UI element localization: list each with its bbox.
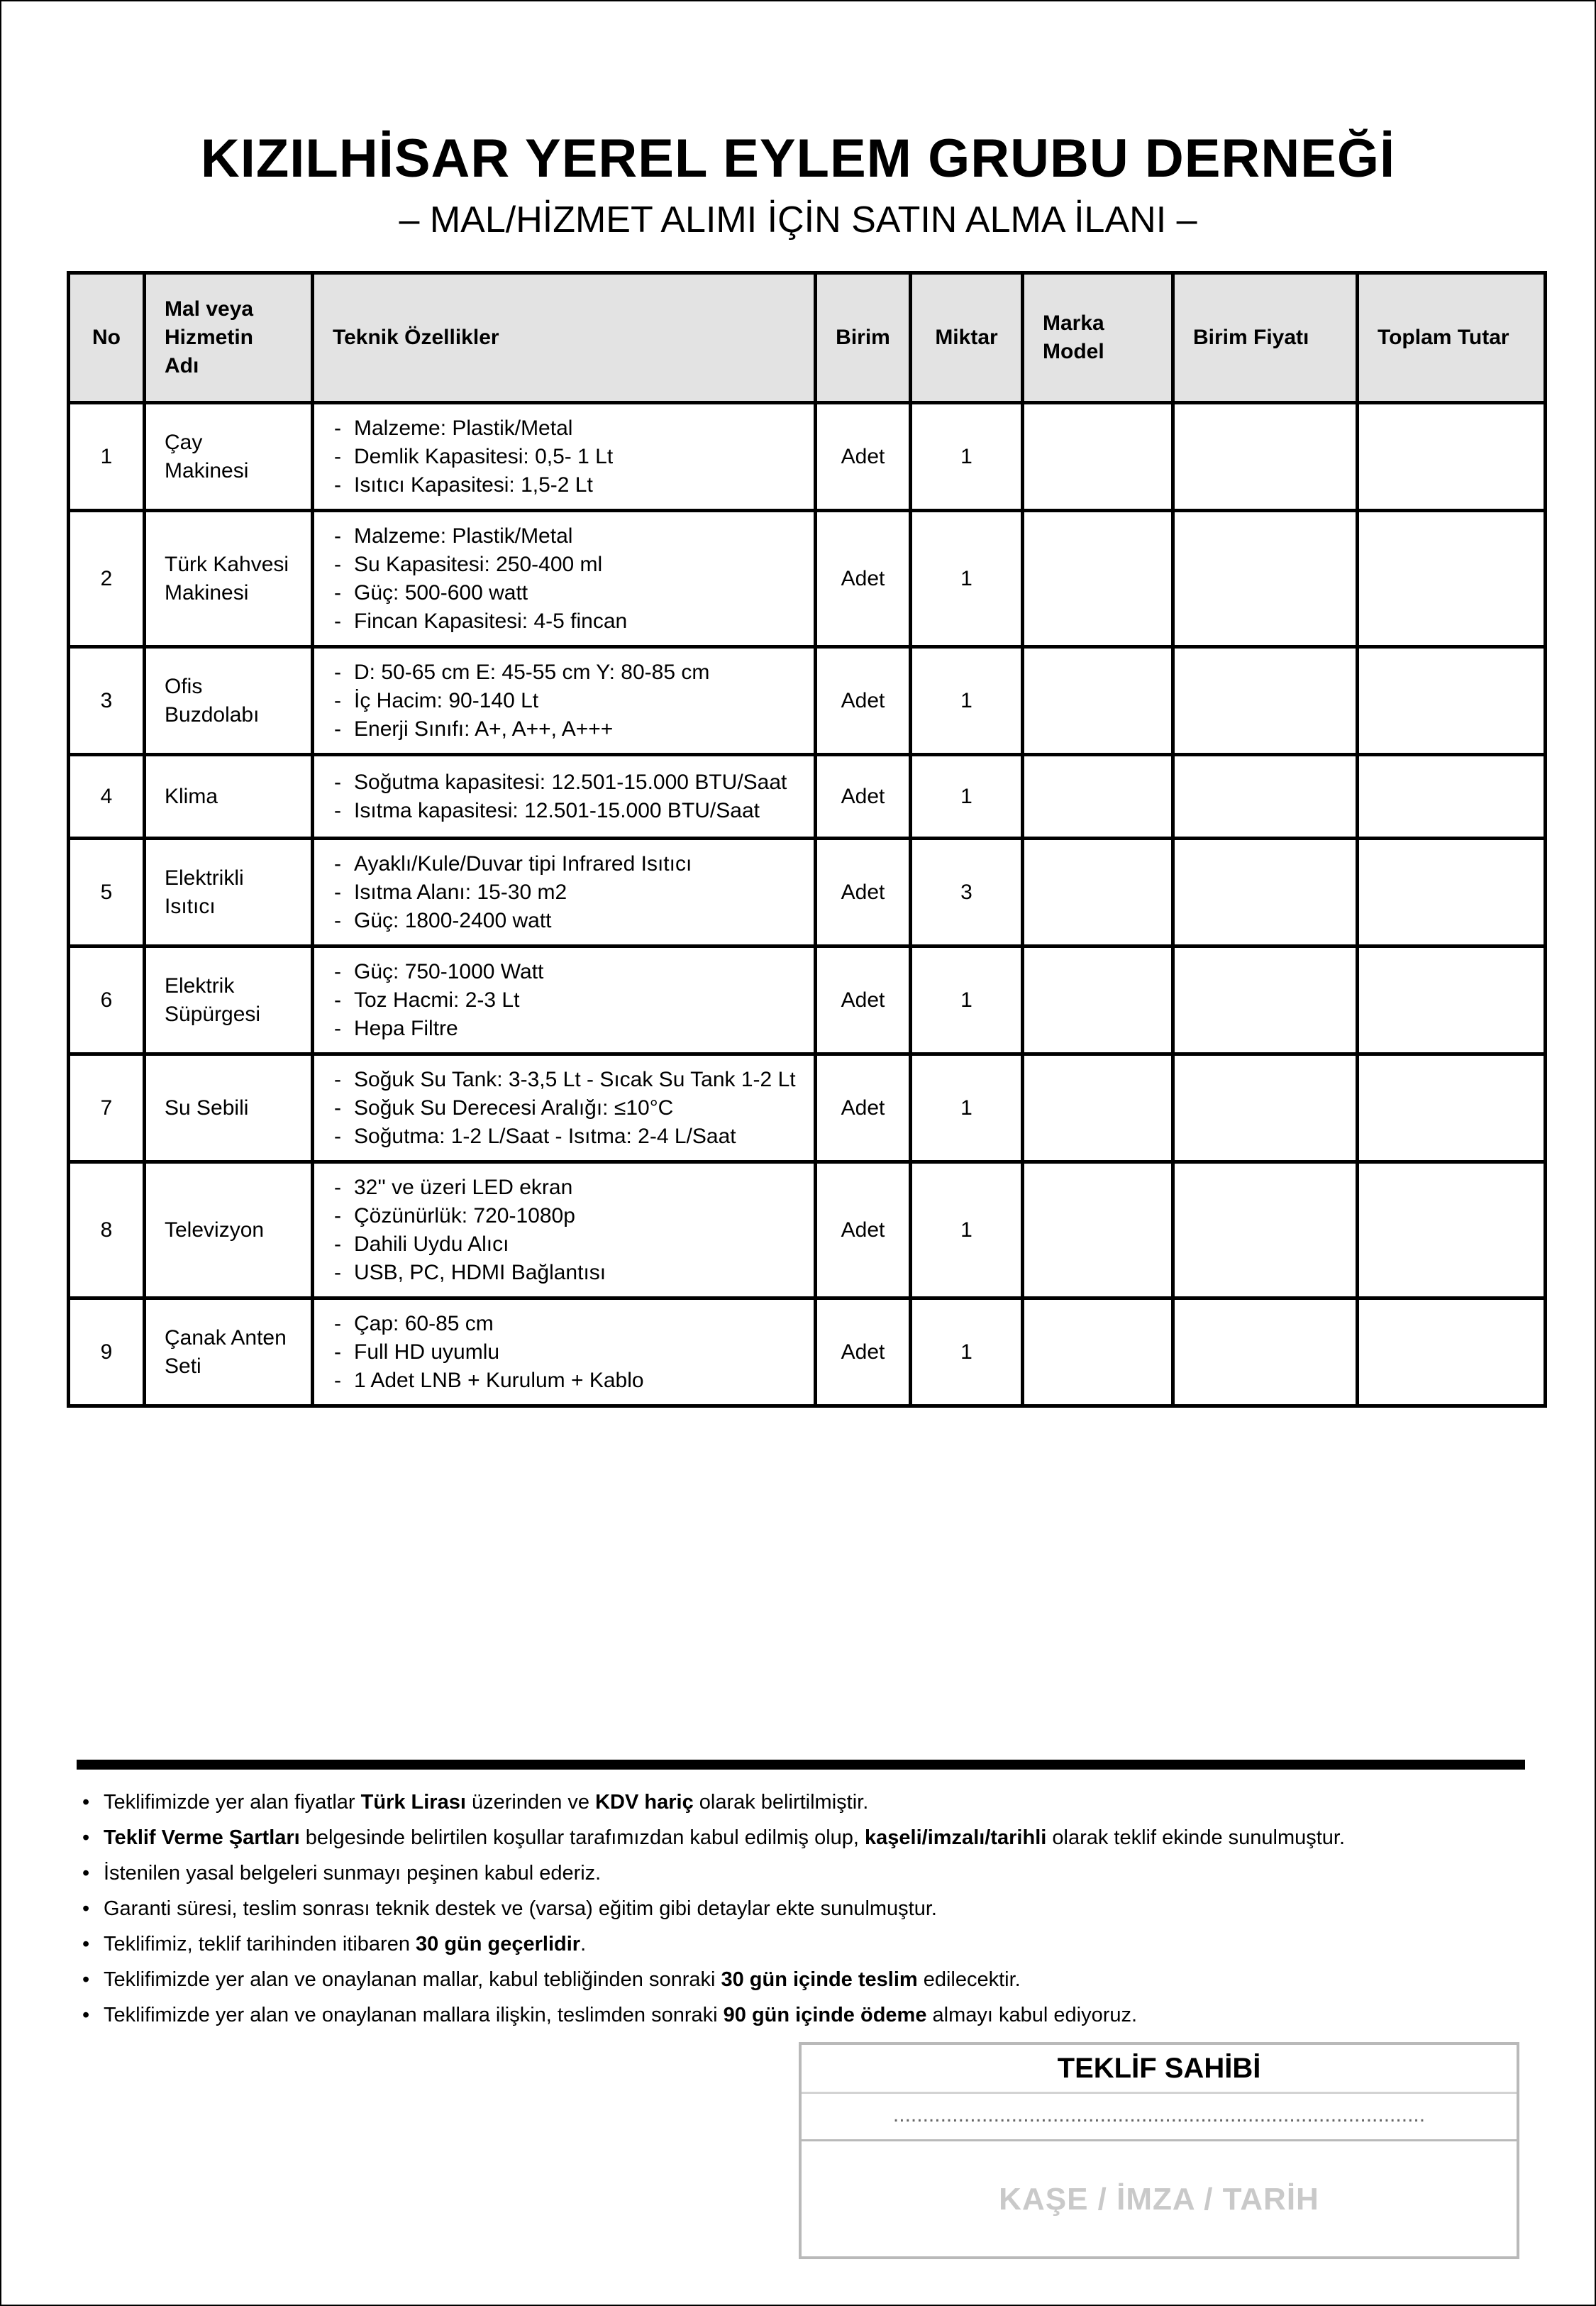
row-number: 7 xyxy=(69,1054,145,1162)
spec-line: - Çözünürlük: 720-1080p xyxy=(334,1202,805,1230)
page-title: KIZILHİSAR YEREL EYLEM GRUBU DERNEĞİ xyxy=(200,128,1396,189)
item-unit: Adet xyxy=(816,1298,911,1406)
brand-model-cell xyxy=(1023,947,1173,1054)
terms-emphasis: Teklif Verme Şartları xyxy=(104,1826,300,1849)
unit-price-cell xyxy=(1173,647,1358,755)
item-name: Elektrik Süpürgesi xyxy=(145,947,313,1054)
item-unit: Adet xyxy=(816,403,911,511)
terms-text: olarak belirtilmiştir. xyxy=(693,1791,869,1814)
total-amount-cell xyxy=(1358,755,1546,839)
table-row xyxy=(69,755,1546,839)
total-amount-cell xyxy=(1358,947,1546,1054)
items-table xyxy=(67,271,1547,1408)
terms-text: Teklifimizde yer alan fiyatlar xyxy=(104,1791,361,1814)
item-quantity: 1 xyxy=(911,1054,1023,1162)
spec-line: - USB, PC, HDMI Bağlantısı xyxy=(334,1259,805,1287)
spec-line: - Fincan Kapasitesi: 4-5 fincan xyxy=(334,607,805,636)
row-number: 2 xyxy=(69,511,145,647)
row-number: 5 xyxy=(69,839,145,947)
terms-emphasis: KDV hariç xyxy=(595,1791,694,1814)
item-name: Su Sebili xyxy=(145,1054,313,1162)
terms-text: Teklifimizde yer alan ve onaylanan mallara ilişkin, teslimden sonraki xyxy=(104,2004,724,2026)
brand-model-cell xyxy=(1023,1054,1173,1162)
terms-item xyxy=(81,1963,1528,1998)
item-specs xyxy=(313,1162,816,1298)
terms-emphasis: Türk Lirası xyxy=(360,1791,466,1814)
stamp-signature-date-label: KAŞE / İMZA / TARİH xyxy=(999,2182,1319,2217)
table-row xyxy=(69,1162,1546,1298)
terms-text: belgesinde belirtilen koşullar tarafımızdan kabul edilmiş olup, xyxy=(299,1826,865,1849)
item-name: Çay Makinesi xyxy=(145,403,313,511)
terms-item xyxy=(81,1785,1528,1821)
table-row xyxy=(69,947,1546,1054)
item-quantity: 1 xyxy=(911,1298,1023,1406)
item-name: Çanak Anten Seti xyxy=(145,1298,313,1406)
total-amount-cell xyxy=(1358,647,1546,755)
table-row xyxy=(69,403,1546,511)
table-row xyxy=(69,511,1546,647)
spec-line: - Güç: 750-1000 Watt xyxy=(334,958,805,986)
item-quantity: 1 xyxy=(911,947,1023,1054)
spec-line: - Malzeme: Plastik/Metal xyxy=(334,414,805,443)
terms-emphasis: 90 gün içinde ödeme xyxy=(723,2004,927,2026)
table-row xyxy=(69,1298,1546,1406)
total-amount-cell xyxy=(1358,839,1546,947)
spec-line: - Soğuk Su Derecesi Aralığı: ≤10°C xyxy=(334,1094,805,1122)
item-quantity: 3 xyxy=(911,839,1023,947)
unit-price-cell xyxy=(1173,1162,1358,1298)
signature-box xyxy=(799,2042,1519,2259)
column-header-unit: Birim xyxy=(816,273,911,403)
terms-text: üzerinden ve xyxy=(465,1791,596,1814)
spec-line: - Isıtma kapasitesi: 12.501-15.000 BTU/Saat xyxy=(334,797,805,825)
table-row xyxy=(69,1054,1546,1162)
item-unit: Adet xyxy=(816,1162,911,1298)
item-name: Elektrikli Isıtıcı xyxy=(145,839,313,947)
item-name: Ofis Buzdolabı xyxy=(145,647,313,755)
item-name: Türk Kahvesi Makinesi xyxy=(145,511,313,647)
item-specs xyxy=(313,755,816,839)
spec-line: - Çap: 60-85 cm xyxy=(334,1310,805,1338)
terms-text: . xyxy=(580,1933,587,1955)
row-number: 1 xyxy=(69,403,145,511)
unit-price-cell xyxy=(1173,1298,1358,1406)
signature-line: .......................................................................................... xyxy=(802,2094,1517,2141)
item-name: Televizyon xyxy=(145,1162,313,1298)
column-header-quantity: Miktar xyxy=(911,273,1023,403)
terms-emphasis: kaşeli/imzalı/tarihli xyxy=(865,1826,1047,1849)
column-header-name: Mal veya Hizmetin Adı xyxy=(145,273,313,403)
spec-line: - Isıtma Alanı: 15-30 m2 xyxy=(334,878,805,907)
unit-price-cell xyxy=(1173,1054,1358,1162)
table-row xyxy=(69,839,1546,947)
page-subtitle: – MAL/HİZMET ALIMI İÇİN SATIN ALMA İLANI – xyxy=(399,199,1197,241)
terms-text: Teklifimizde yer alan ve onaylanan mallar, kabul tebliğinden sonraki xyxy=(104,1968,721,1991)
item-unit: Adet xyxy=(816,947,911,1054)
column-header-brand-model: Marka Model xyxy=(1023,273,1173,403)
row-number: 3 xyxy=(69,647,145,755)
brand-model-cell xyxy=(1023,1162,1173,1298)
spec-line: - 1 Adet LNB + Kurulum + Kablo xyxy=(334,1367,805,1395)
item-unit: Adet xyxy=(816,755,911,839)
spec-line: - İç Hacim: 90-140 Lt xyxy=(334,687,805,715)
total-amount-cell xyxy=(1358,1298,1546,1406)
terms-item xyxy=(81,1856,1528,1892)
item-unit: Adet xyxy=(816,511,911,647)
item-unit: Adet xyxy=(816,647,911,755)
spec-line: - Soğutma kapasitesi: 12.501-15.000 BTU/Saat xyxy=(334,768,805,797)
unit-price-cell xyxy=(1173,947,1358,1054)
spec-line: - Malzeme: Plastik/Metal xyxy=(334,522,805,551)
item-specs xyxy=(313,947,816,1054)
terms-list xyxy=(81,1785,1528,2034)
terms-text: Teklifimiz, teklif tarihinden itibaren xyxy=(104,1933,416,1955)
row-number: 4 xyxy=(69,755,145,839)
row-number: 6 xyxy=(69,947,145,1054)
item-quantity: 1 xyxy=(911,647,1023,755)
unit-price-cell xyxy=(1173,403,1358,511)
terms-text: olarak teklif ekinde sunulmuştur. xyxy=(1046,1826,1346,1849)
terms-item xyxy=(81,1892,1528,1927)
spec-line: - Hepa Filtre xyxy=(334,1015,805,1043)
item-specs xyxy=(313,511,816,647)
unit-price-cell xyxy=(1173,839,1358,947)
item-specs xyxy=(313,1298,816,1406)
spec-line: - 32'' ve üzeri LED ekran xyxy=(334,1174,805,1202)
spec-line: - Enerji Sınıfı: A+, A++, A+++ xyxy=(334,715,805,744)
total-amount-cell xyxy=(1358,1054,1546,1162)
terms-emphasis: 30 gün içinde teslim xyxy=(721,1968,918,1991)
unit-price-cell xyxy=(1173,511,1358,647)
total-amount-cell xyxy=(1358,1162,1546,1298)
item-specs xyxy=(313,647,816,755)
terms-item xyxy=(81,1927,1528,1963)
spec-line: - Soğuk Su Tank: 3-3,5 Lt - Sıcak Su Tank 1-2 Lt xyxy=(334,1066,805,1094)
spec-line: - Isıtıcı Kapasitesi: 1,5-2 Lt xyxy=(334,471,805,500)
brand-model-cell xyxy=(1023,755,1173,839)
item-specs xyxy=(313,839,816,947)
terms-item xyxy=(81,1821,1528,1856)
terms-text: edilecektir. xyxy=(917,1968,1021,1991)
spec-line: - Demlik Kapasitesi: 0,5- 1 Lt xyxy=(334,443,805,471)
spec-line: - D: 50-65 cm E: 45-55 cm Y: 80-85 cm xyxy=(334,658,805,687)
column-header-unit-price: Birim Fiyatı xyxy=(1173,273,1358,403)
signature-title: TEKLİF SAHİBİ xyxy=(802,2045,1517,2094)
item-quantity: 1 xyxy=(911,755,1023,839)
terms-text: Garanti süresi, teslim sonrası teknik destek ve (varsa) eğitim gibi detaylar ekte sunulmuştur. xyxy=(104,1897,937,1920)
table-row xyxy=(69,647,1546,755)
terms-emphasis: 30 gün geçerlidir xyxy=(416,1933,581,1955)
brand-model-cell xyxy=(1023,1298,1173,1406)
item-name: Klima xyxy=(145,755,313,839)
spec-line: - Dahili Uydu Alıcı xyxy=(334,1230,805,1259)
row-number: 8 xyxy=(69,1162,145,1298)
brand-model-cell xyxy=(1023,511,1173,647)
spec-line: - Güç: 1800-2400 watt xyxy=(334,907,805,935)
section-divider xyxy=(77,1760,1525,1770)
spec-line: - Ayaklı/Kule/Duvar tipi Infrared Isıtıcı xyxy=(334,850,805,878)
spec-line: - Soğutma: 1-2 L/Saat - Isıtma: 2-4 L/Saat xyxy=(334,1122,805,1151)
spec-line: - Güç: 500-600 watt xyxy=(334,579,805,607)
brand-model-cell xyxy=(1023,839,1173,947)
terms-text: almayı kabul ediyoruz. xyxy=(926,2004,1138,2026)
item-quantity: 1 xyxy=(911,1162,1023,1298)
spec-line: - Toz Hacmi: 2-3 Lt xyxy=(334,986,805,1015)
column-header-no: No xyxy=(69,273,145,403)
item-specs xyxy=(313,1054,816,1162)
spec-line: - Full HD uyumlu xyxy=(334,1338,805,1367)
item-quantity: 1 xyxy=(911,511,1023,647)
item-unit: Adet xyxy=(816,1054,911,1162)
unit-price-cell xyxy=(1173,755,1358,839)
terms-item xyxy=(81,1998,1528,2034)
item-quantity: 1 xyxy=(911,403,1023,511)
item-unit: Adet xyxy=(816,839,911,947)
column-header-specs: Teknik Özellikler xyxy=(313,273,816,403)
table-header-row xyxy=(69,273,1546,403)
brand-model-cell xyxy=(1023,647,1173,755)
row-number: 9 xyxy=(69,1298,145,1406)
brand-model-cell xyxy=(1023,403,1173,511)
total-amount-cell xyxy=(1358,403,1546,511)
column-header-total: Toplam Tutar xyxy=(1358,273,1546,403)
spec-line: - Su Kapasitesi: 250-400 ml xyxy=(334,551,805,579)
terms-text: İstenilen yasal belgeleri sunmayı peşinen kabul ederiz. xyxy=(104,1862,602,1885)
item-specs xyxy=(313,403,816,511)
total-amount-cell xyxy=(1358,511,1546,647)
